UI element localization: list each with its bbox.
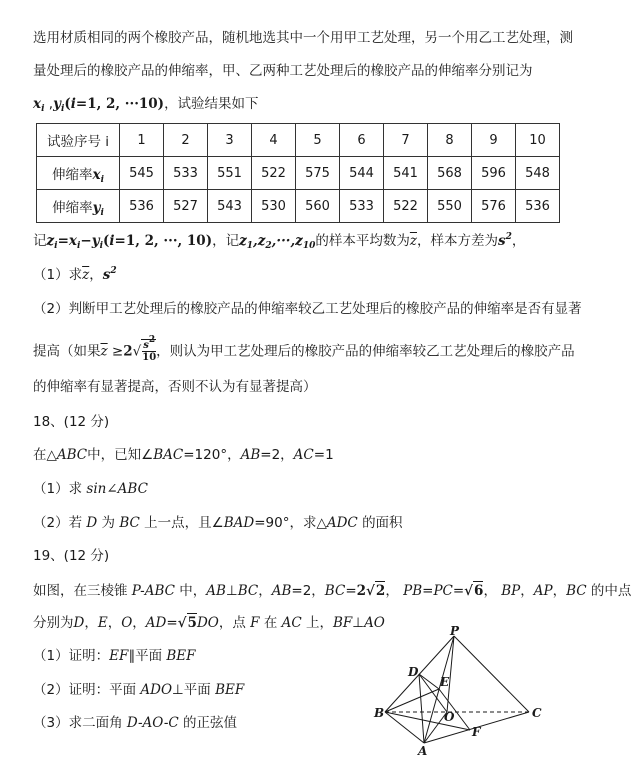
table-cell: 8 xyxy=(428,124,472,157)
intro-line-1: 选用材质相同的两个橡胶产品，随机地选其中一个用甲工艺处理，另一个用乙工艺处理，测 xyxy=(33,30,573,46)
label-A: A xyxy=(418,744,428,758)
q19-stem-line1: 如图，在三棱锥 P-ABC 中，AB⊥BC，AB=2，BC=2√2， PB=PC=√6， BP，AP，BC 的中点 xyxy=(33,583,631,599)
edge-BF xyxy=(385,712,470,730)
sqrt-expression: √ $\frac{s^2}{10}$ xyxy=(132,335,157,363)
intro-line-2: 量处理后的橡胶产品的伸缩率，甲、乙两种工艺处理后的橡胶产品的伸缩率分别记为 xyxy=(33,63,533,79)
table-cell: 548 xyxy=(516,157,560,190)
label-C: C xyxy=(532,706,542,720)
q18-part2: （2）若 D 为 BC 上一点，且∠BAD=90°，求△ADC 的面积 xyxy=(33,515,403,531)
q17-part2-line3: 的伸缩率有显著提高，否则不认为有显著提高） xyxy=(33,379,317,395)
table-cell: 4 xyxy=(252,124,296,157)
table-cell: 576 xyxy=(472,190,516,223)
table-row-y xyxy=(37,190,560,223)
q17-definition: 记$z_i=x_i-y_i(i=1$, 2, ···, 10)，记$z_1,z_2,\cdot\cdot\cdot,z_{10}$的样本平均数为$\overline{z}$，样本方差为$s^2$， xyxy=(33,232,526,251)
table-header-trial: 试验序号 i xyxy=(37,124,120,157)
table-cell: 536 xyxy=(120,190,164,223)
q17-part2-line2: 提高（如果$\overline{z} \ge 2√$ $\frac{s^2}{10}$ ，则认为甲工艺处理后的橡胶产品的伸缩率较乙工艺处理后的橡胶产品 xyxy=(33,335,575,363)
table-cell: 541 xyxy=(384,157,428,190)
results-table xyxy=(36,123,560,223)
edge-BA xyxy=(385,712,424,743)
table-cell: 533 xyxy=(340,190,384,223)
label-F: F xyxy=(472,725,481,739)
table-cell: 533 xyxy=(164,157,208,190)
table-header-y: 伸缩率$y_i$ xyxy=(37,190,120,223)
table-cell: 545 xyxy=(120,157,164,190)
edge-PC xyxy=(454,636,529,712)
table-cell: 9 xyxy=(472,124,516,157)
table-cell: 522 xyxy=(252,157,296,190)
q17-part2-line1: （2）判断甲工艺处理后的橡胶产品的伸缩率较乙工艺处理后的橡胶产品的伸缩率是否有显著 xyxy=(33,301,582,317)
table-cell: 530 xyxy=(252,190,296,223)
table-cell: 2 xyxy=(164,124,208,157)
q19-part2: （2）证明：平面 ADO⊥平面 BEF xyxy=(33,682,245,698)
table-row-x xyxy=(37,157,560,190)
q19-stem-line2: 分别为D，E，O，AD=√5DO，点 F 在 AC 上，BF⊥AO xyxy=(33,615,385,631)
table-cell: 596 xyxy=(472,157,516,190)
q18-part1: （1）求 sin∠ABC xyxy=(33,481,148,497)
pyramid-figure xyxy=(372,626,552,756)
q17-part1: （1）求$\overline{z}$，$s^2$ xyxy=(33,266,117,283)
label-O: O xyxy=(444,710,455,724)
label-E: E xyxy=(440,675,450,689)
edge-DA xyxy=(419,674,424,743)
table-cell: 7 xyxy=(384,124,428,157)
table-cell: 5 xyxy=(296,124,340,157)
table-cell: 6 xyxy=(340,124,384,157)
edge-BE xyxy=(385,689,439,712)
q19-part1: （1）证明：EF∥平面 BEF xyxy=(33,648,196,664)
table-row-trial xyxy=(37,124,560,157)
table-cell: 522 xyxy=(384,190,428,223)
table-cell: 3 xyxy=(208,124,252,157)
q19-header: 19、(12 分) xyxy=(33,548,110,564)
label-P: P xyxy=(450,624,460,638)
table-cell: 551 xyxy=(208,157,252,190)
table-cell: 560 xyxy=(296,190,340,223)
q18-header: 18、(12 分) xyxy=(33,414,110,430)
q18-stem: 在△ABC中，已知∠BAC=120°，AB=2，AC=1 xyxy=(33,447,334,463)
intro-line-3: $x_i$ $,y_i(i=1$, 2, ···10)，试验结果如下 xyxy=(33,96,259,114)
table-cell: 543 xyxy=(208,190,252,223)
table-cell: 536 xyxy=(516,190,560,223)
table-cell: 568 xyxy=(428,157,472,190)
table-cell: 575 xyxy=(296,157,340,190)
label-D: D xyxy=(408,665,419,679)
table-cell: 544 xyxy=(340,157,384,190)
label-B: B xyxy=(374,706,385,720)
q19-part3: （3）求二面角 D-AO-C 的正弦值 xyxy=(33,715,238,731)
table-cell: 550 xyxy=(428,190,472,223)
table-cell: 10 xyxy=(516,124,560,157)
table-header-x: 伸缩率$x_i$ xyxy=(37,157,120,190)
table-cell: 1 xyxy=(120,124,164,157)
table-cell: 527 xyxy=(164,190,208,223)
